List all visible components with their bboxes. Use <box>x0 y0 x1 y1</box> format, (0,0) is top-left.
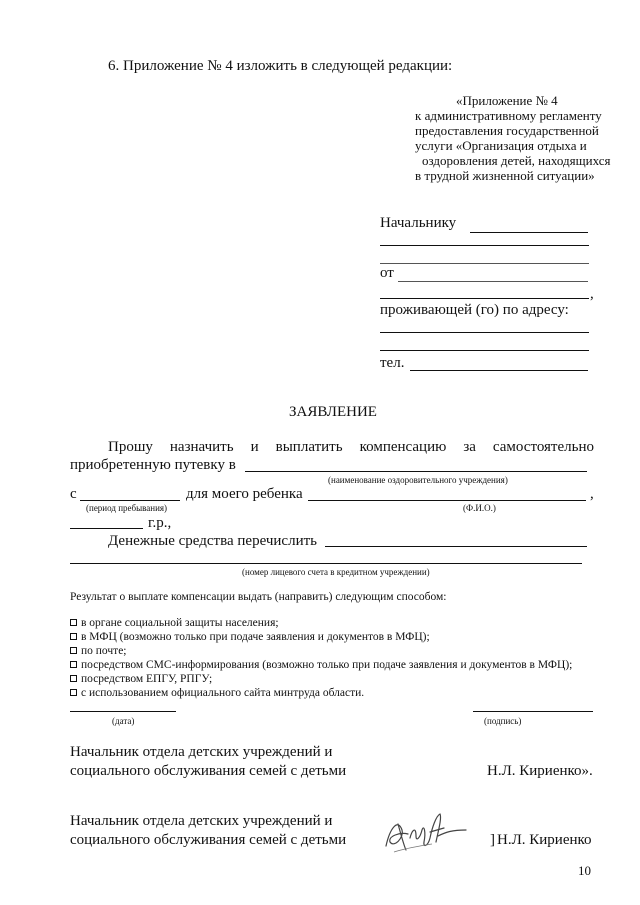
document-title: ЗАЯВЛЕНИЕ <box>289 404 377 420</box>
comma: , <box>590 286 594 302</box>
account-line <box>325 546 587 547</box>
address-line-1 <box>380 332 589 333</box>
birth-year-line <box>70 528 143 529</box>
phone-label: тел. <box>380 355 405 371</box>
to-name-line-3 <box>380 263 589 264</box>
result-intro: Результат о выплате компенсации выдать (направить) следующим способом: <box>70 591 447 603</box>
signature-hint: (подпись) <box>484 716 522 726</box>
bracket-mark: ] <box>490 832 495 848</box>
signature-line <box>473 711 593 712</box>
fio-hint: (Ф.И.О.) <box>463 503 496 513</box>
closing-2-name: Н.Л. Кириенко <box>497 832 592 848</box>
handwritten-signature <box>380 808 470 858</box>
year-suffix: г.р., <box>148 515 172 531</box>
account-line-2 <box>70 563 582 564</box>
request-line-2: приобретенную путевку в <box>70 457 236 473</box>
option-sms[interactable]: посредством СМС-информирования (возможно только при подаче заявления и документов в МФЦ); <box>70 659 572 672</box>
account-hint: (номер лицевого счета в кредитном учреждении) <box>242 567 430 577</box>
option-social-protection[interactable]: в органе социальной защиты населения; <box>70 617 279 630</box>
institution-line <box>245 471 587 472</box>
institution-hint: (наименование оздоровительного учреждения) <box>328 475 508 485</box>
to-name-line-2 <box>380 245 589 246</box>
option-epgu[interactable]: посредством ЕПГУ, РПГУ; <box>70 673 212 686</box>
appendix-line-4: услуги «Организация отдыха и <box>415 138 587 153</box>
appendix-line-3: предоставления государственной <box>415 123 599 138</box>
address-line-2 <box>380 350 589 351</box>
for-child-label: для моего ребенка <box>186 486 303 502</box>
appendix-line-2: к административному регламенту <box>415 108 602 123</box>
closing-1-line-2: социального обслуживания семей с детьми <box>70 763 347 779</box>
intro-text: 6. Приложение № 4 изложить в следующей редакции: <box>108 58 453 74</box>
checkbox[interactable] <box>70 647 77 654</box>
from-label: от <box>380 265 394 281</box>
closing-2-line-2: социального обслуживания семей с детьми <box>70 832 347 848</box>
to-name-line <box>470 232 588 233</box>
checkbox[interactable] <box>70 661 77 668</box>
from-name-line <box>398 281 588 282</box>
closing-1-line-1: Начальник отдела детских учреждений и <box>70 744 333 760</box>
closing-1-name: Н.Л. Кириенко». <box>487 763 593 779</box>
period-line <box>80 500 180 501</box>
date-line <box>70 711 176 712</box>
option-website[interactable]: с использованием официального сайта минтруда области. <box>70 687 364 700</box>
date-hint: (дата) <box>112 716 135 726</box>
residing-label: проживающей (го) по адресу: <box>380 302 569 318</box>
request-line-1: Прошу назначить и выплатить компенсацию за самостоятельно <box>108 439 594 455</box>
checkbox[interactable] <box>70 619 77 626</box>
comma-2: , <box>590 486 594 502</box>
period-hint: (период пребывания) <box>86 503 168 513</box>
page-number: 10 <box>578 863 591 878</box>
option-mfc[interactable]: в МФЦ (возможно только при подаче заявления и документов в МФЦ); <box>70 631 430 644</box>
appendix-line-6: в трудной жизненной ситуации» <box>415 168 595 183</box>
from-prefix: с <box>70 486 77 502</box>
checkbox[interactable] <box>70 675 77 682</box>
phone-line <box>410 370 588 371</box>
appendix-line-5: оздоровления детей, находящихся <box>422 153 611 168</box>
checkbox[interactable] <box>70 633 77 640</box>
closing-2-line-1: Начальник отдела детских учреждений и <box>70 813 333 829</box>
transfer-label: Денежные средства перечислить <box>108 533 317 549</box>
checkbox[interactable] <box>70 689 77 696</box>
appendix-line-1: «Приложение № 4 <box>456 93 558 108</box>
to-label: Начальнику <box>380 215 457 231</box>
from-name-line-2 <box>380 298 589 299</box>
option-mail[interactable]: по почте; <box>70 645 127 658</box>
child-name-line <box>308 500 586 501</box>
